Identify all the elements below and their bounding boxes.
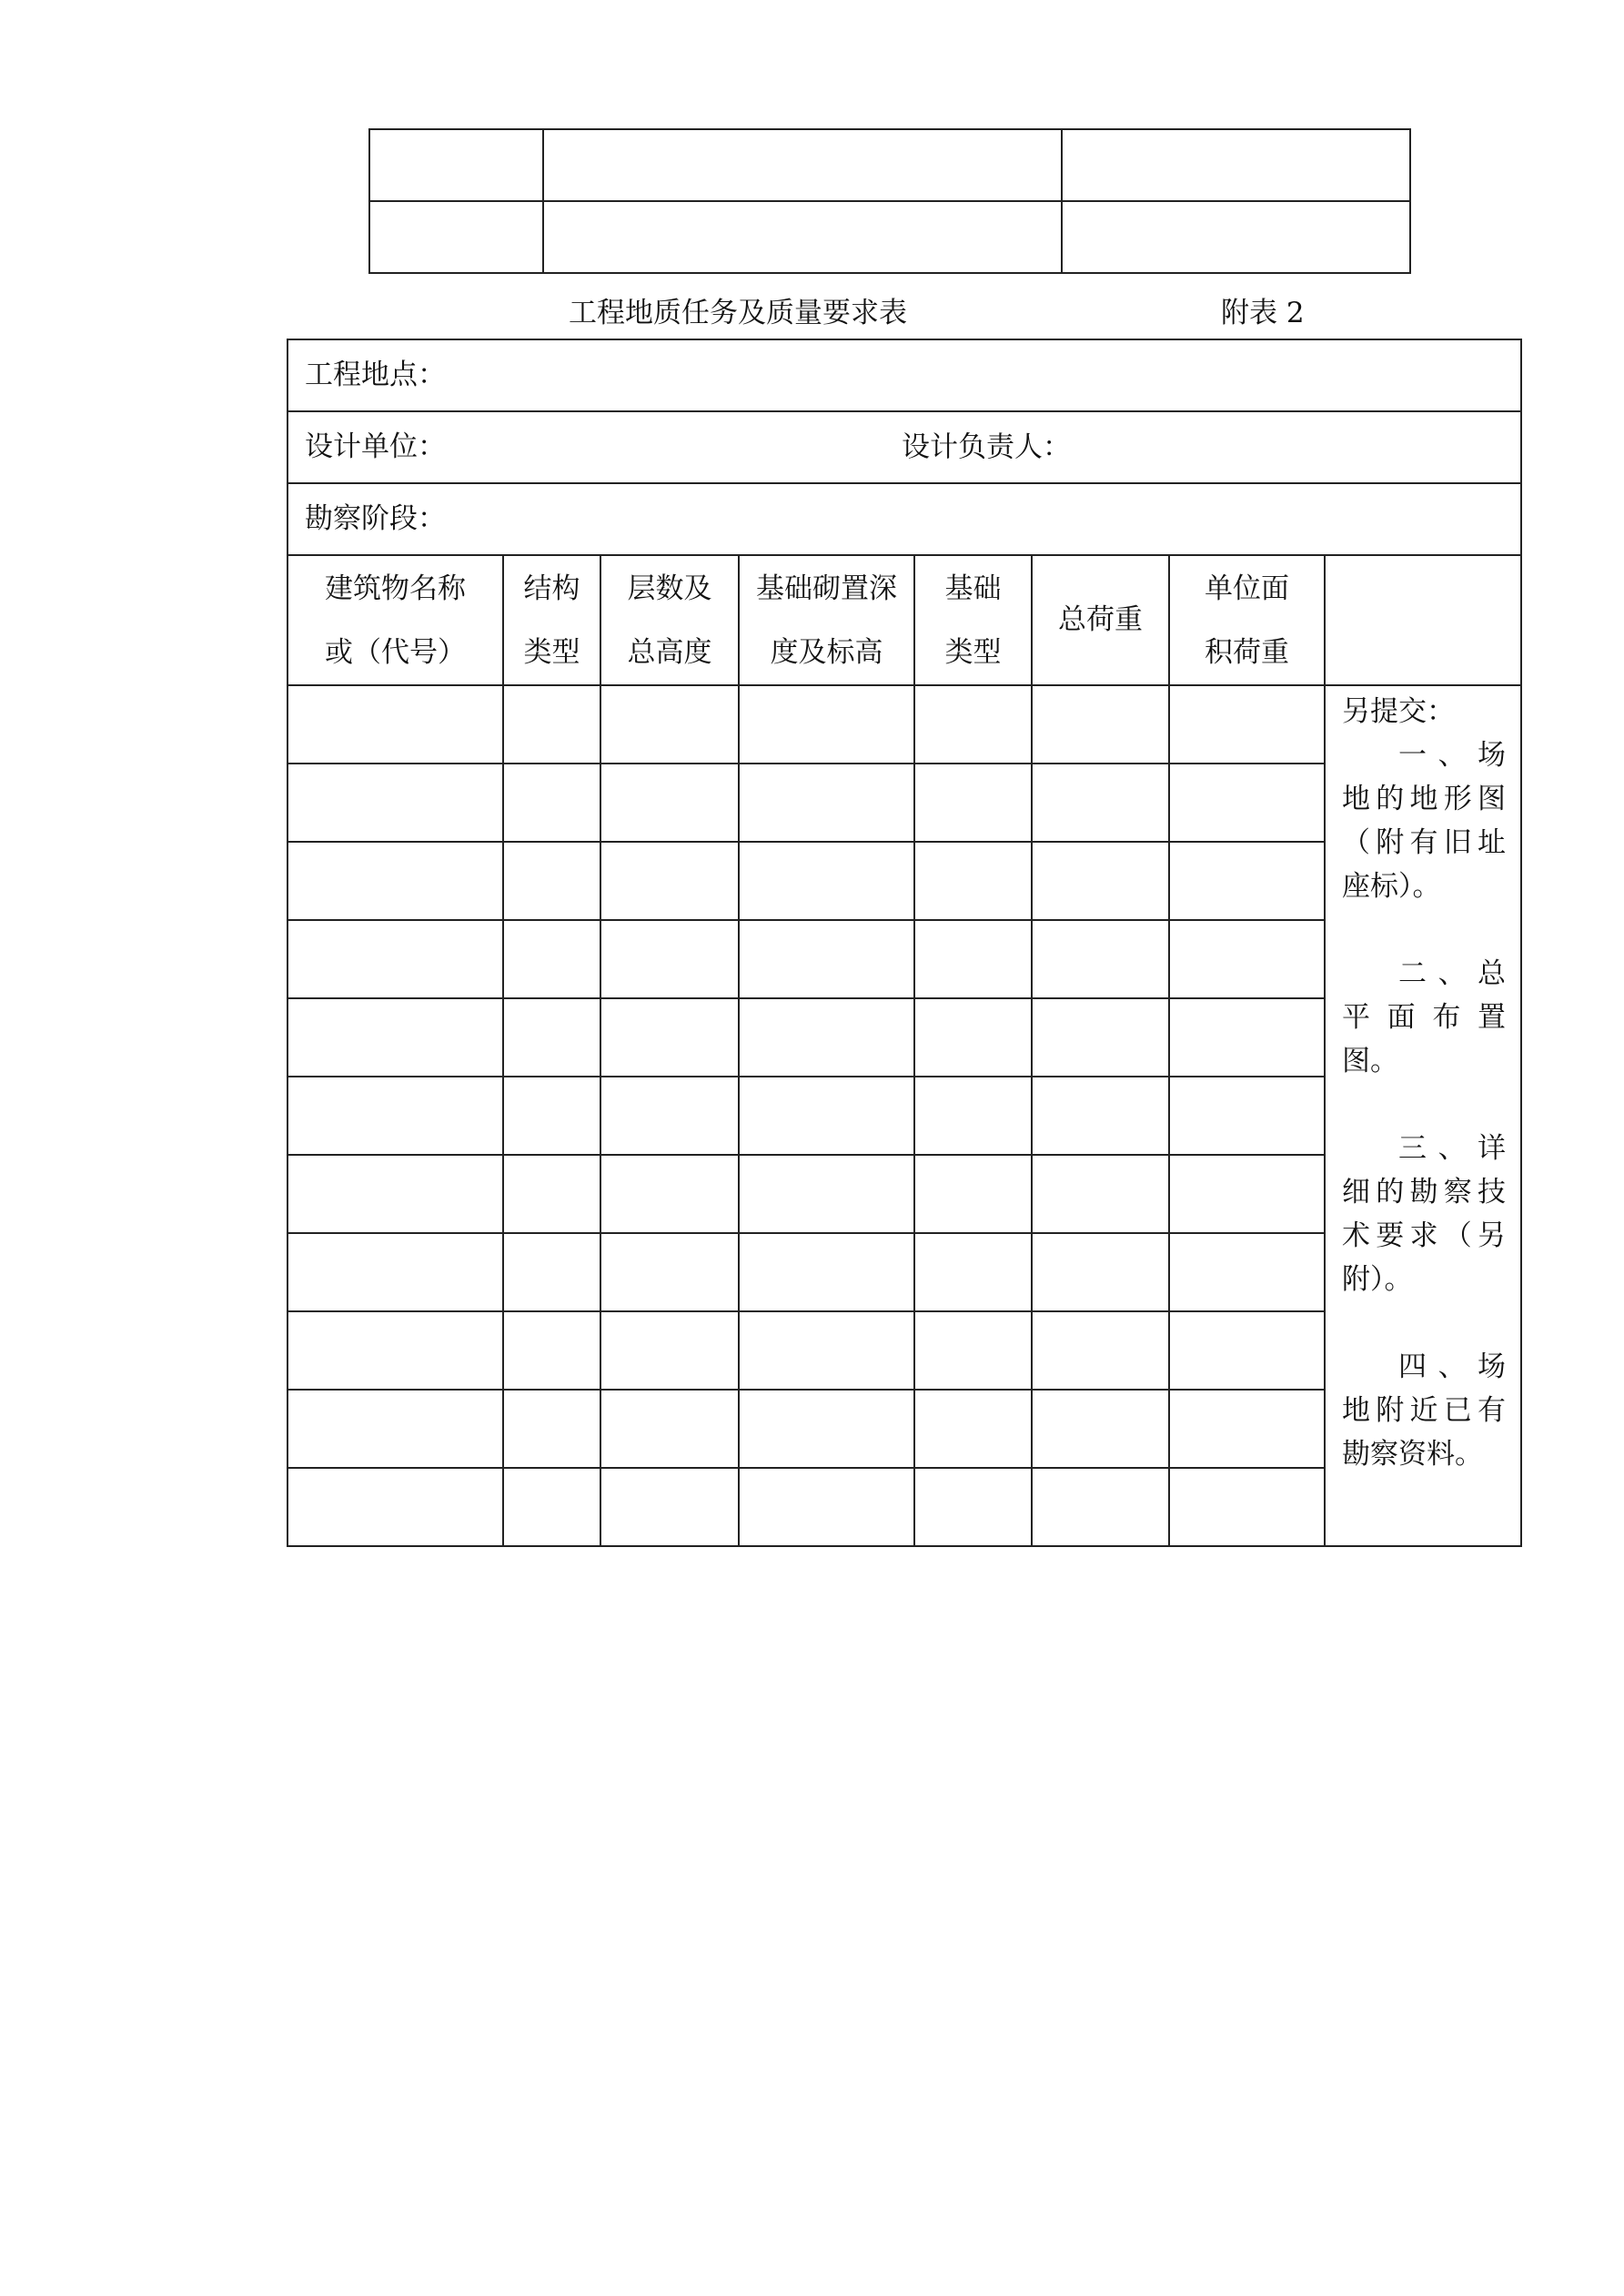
location-cell [287, 339, 1521, 411]
additional-submission-notes [1325, 685, 1521, 1546]
table-cell [739, 685, 914, 764]
table-cell [1169, 1155, 1325, 1233]
header-line: 度及标高 [770, 635, 883, 669]
table-cell [1032, 764, 1169, 842]
top-partial-table [368, 128, 1411, 274]
table-cell [1169, 1468, 1325, 1546]
table-cell [914, 764, 1032, 842]
header-line: 积荷重 [1205, 635, 1289, 669]
table-cell [287, 1468, 503, 1546]
table-cell [914, 685, 1032, 764]
table-cell [600, 1077, 739, 1155]
table-cell [287, 998, 503, 1077]
table-cell [1062, 129, 1410, 201]
table-cell [1169, 1077, 1325, 1155]
column-header-structure-type [503, 555, 600, 685]
header-line: 基础砌置深 [756, 571, 897, 605]
table-cell [503, 764, 600, 842]
header-line: 或（代号） [325, 635, 466, 669]
table-cell [543, 201, 1062, 273]
location-label: 工程地点： [305, 358, 446, 391]
survey-stage-label: 勘察阶段： [305, 501, 446, 535]
table-cell [600, 1390, 739, 1468]
table-cell [1169, 842, 1325, 920]
header-row [287, 555, 1521, 685]
table-cell [1032, 1468, 1169, 1546]
table-cell [739, 764, 914, 842]
table-cell [1032, 842, 1169, 920]
header-line: 单位面 [1205, 571, 1289, 605]
notes-heading: 另提交： [1342, 695, 1455, 728]
table-cell [503, 1468, 600, 1546]
table-cell [914, 920, 1032, 998]
design-cell [287, 411, 1521, 483]
table-caption-title: 工程地质任务及质量要求表 [569, 297, 907, 329]
table-cell [369, 129, 543, 201]
table-cell [600, 764, 739, 842]
column-header-floors-height [600, 555, 739, 685]
table-cell [503, 1155, 600, 1233]
header-line: 总高度 [627, 635, 712, 669]
table-cell [600, 1468, 739, 1546]
table-cell [1032, 998, 1169, 1077]
table-cell [287, 1233, 503, 1311]
header-line: 基础 [944, 571, 1002, 605]
survey-stage-cell [287, 483, 1521, 555]
column-header-unit-area-load [1169, 555, 1325, 685]
note-item-1: 一、场地的地形图（附有旧址座标）。 [1342, 739, 1506, 903]
table-cell [503, 685, 600, 764]
header-line: 建筑物名称 [325, 571, 466, 605]
table-cell [914, 998, 1032, 1077]
table-cell [600, 685, 739, 764]
table-cell [739, 1155, 914, 1233]
table-cell [914, 1233, 1032, 1311]
table-cell [739, 998, 914, 1077]
table-row [369, 201, 1410, 273]
column-header-foundation-type [914, 555, 1032, 685]
table-cell [1032, 1390, 1169, 1468]
table-cell [503, 1311, 600, 1390]
table-cell [1032, 685, 1169, 764]
column-header-foundation-depth [739, 555, 914, 685]
table-cell [1032, 1077, 1169, 1155]
table-cell [287, 1311, 503, 1390]
table-cell [503, 1390, 600, 1468]
table-cell [600, 998, 739, 1077]
table-cell [914, 1468, 1032, 1546]
note-item-4: 四、场地附近已有勘察资料。 [1342, 1350, 1506, 1471]
table-cell [600, 842, 739, 920]
geology-task-table [287, 339, 1522, 1547]
table-cell [543, 129, 1062, 201]
note-item-3: 三、详细的勘察技术要求（另附）。 [1342, 1132, 1506, 1296]
appendix-label: 附表 2 [1221, 297, 1305, 329]
table-cell [287, 685, 503, 764]
table-cell [1169, 764, 1325, 842]
table-cell [369, 201, 543, 273]
table-cell [914, 1077, 1032, 1155]
table-cell [600, 1311, 739, 1390]
info-row-design [287, 411, 1521, 483]
table-cell [1032, 920, 1169, 998]
table-cell [914, 1311, 1032, 1390]
table-cell [1032, 1311, 1169, 1390]
table-cell [1169, 1311, 1325, 1390]
header-line: 层数及 [627, 571, 712, 605]
table-cell [1169, 1390, 1325, 1468]
column-header-building-name [287, 555, 503, 685]
table-cell [739, 920, 914, 998]
table-cell [914, 1390, 1032, 1468]
table-cell [739, 1468, 914, 1546]
table-row [287, 685, 1521, 764]
table-cell [287, 1155, 503, 1233]
table-cell [287, 842, 503, 920]
table-cell [1169, 1233, 1325, 1311]
table-cell [1032, 1155, 1169, 1233]
note-item-2: 二、总平面布置图。 [1342, 957, 1506, 1077]
header-line: 结构 [523, 571, 580, 605]
info-row-location [287, 339, 1521, 411]
header-line: 类型 [523, 635, 580, 669]
header-line: 类型 [944, 635, 1002, 669]
table-cell [1169, 685, 1325, 764]
table-cell [1062, 201, 1410, 273]
table-row [369, 129, 1410, 201]
table-cell [914, 1155, 1032, 1233]
info-row-stage [287, 483, 1521, 555]
table-cell [739, 1077, 914, 1155]
column-header-blank [1325, 555, 1521, 685]
table-cell [600, 1155, 739, 1233]
table-cell [739, 1390, 914, 1468]
table-cell [287, 1077, 503, 1155]
table-cell [503, 1233, 600, 1311]
header-line: 总荷重 [1058, 602, 1143, 636]
table-cell [503, 998, 600, 1077]
table-cell [600, 1233, 739, 1311]
table-cell [503, 842, 600, 920]
table-cell [914, 842, 1032, 920]
table-cell [739, 1311, 914, 1390]
column-header-total-load [1032, 555, 1169, 685]
table-cell [287, 1390, 503, 1468]
table-cell [287, 920, 503, 998]
table-cell [1032, 1233, 1169, 1311]
table-cell [503, 1077, 600, 1155]
design-leader-label: 设计负责人： [902, 430, 1071, 463]
table-cell [503, 920, 600, 998]
table-cell [739, 842, 914, 920]
table-cell [739, 1233, 914, 1311]
table-cell [1169, 920, 1325, 998]
design-unit-label: 设计单位： [305, 430, 446, 463]
table-cell [287, 764, 503, 842]
table-cell [600, 920, 739, 998]
table-cell [1169, 998, 1325, 1077]
